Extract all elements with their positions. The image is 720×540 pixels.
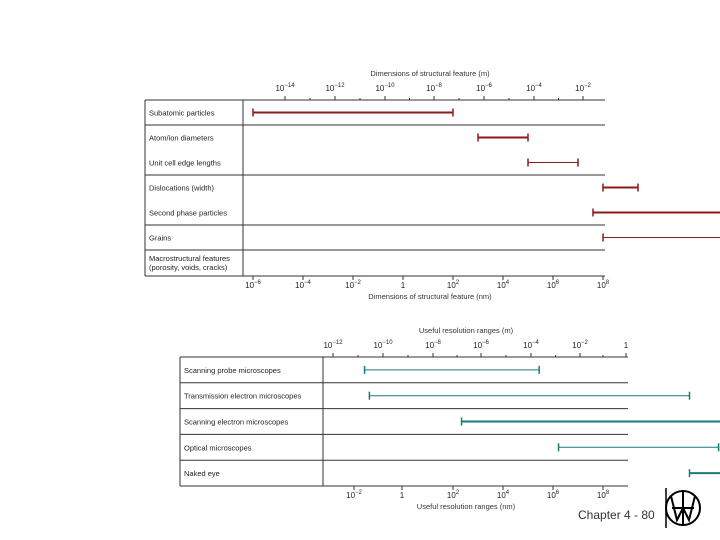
bottom-tick-label: $10^6$ — [546, 280, 560, 290]
slide-footer — [578, 508, 655, 522]
row-label: Dislocations (width) — [149, 183, 215, 193]
bottom-axis-title: Useful resolution ranges (nm) — [416, 502, 516, 511]
row-label: Scanning electron microscopes — [184, 417, 289, 427]
bottom-axis-title: Dimensions of structural feature (nm) — [368, 292, 492, 301]
row-label: Atom/ion diameters — [149, 133, 214, 143]
row-label: (porosity, voids, cracks) — [149, 263, 228, 272]
top-tick-label: $10^{-6}$ — [473, 340, 489, 350]
page-number: 80 — [641, 508, 655, 522]
publisher-logo-icon — [662, 486, 704, 530]
bottom-tick-label: $10^{-2}$ — [346, 490, 362, 500]
top-tick-label: $10^{-2}$ — [575, 83, 591, 93]
bottom-tick-label: $10^{-6}$ — [245, 280, 261, 290]
top-tick-label: $10^{-4}$ — [523, 340, 539, 350]
row-label: Second phase particles — [149, 208, 227, 218]
top-tick-label: $10^{-12}$ — [325, 83, 345, 93]
bottom-tick-label: $10^4$ — [496, 490, 510, 500]
top-tick-label: $10^{-6}$ — [476, 83, 492, 93]
top-tick-label: $10^{-10}$ — [375, 83, 395, 93]
row-label: Unit cell edge lengths — [149, 158, 221, 168]
top-tick-label: $10^{-14}$ — [275, 83, 295, 93]
bottom-tick-label: $10^2$ — [446, 280, 460, 290]
top-tick-label: $10^{-4}$ — [526, 83, 542, 93]
top-tick-label: $10^{-2}$ — [572, 340, 588, 350]
bottom-tick-label: $10^{-2}$ — [345, 280, 361, 290]
top-axis-title: Useful resolution ranges (m) — [418, 326, 514, 335]
row-label: Macrostructural features — [149, 254, 230, 263]
top-tick-label: $10^{-12}$ — [323, 340, 343, 350]
row-label: Scanning probe microscopes — [184, 365, 281, 375]
bottom-tick-label: $10^4$ — [496, 280, 510, 290]
bottom-tick-label: $10^8$ — [596, 280, 610, 290]
top-tick-label: $10^{-10}$ — [373, 340, 393, 350]
bottom-tick-label: $10^8$ — [596, 490, 610, 500]
bottom-tick-label: $10^6$ — [546, 490, 560, 500]
row-label: Subatomic particles — [149, 108, 215, 118]
top-axis-title: Dimensions of structural feature (m) — [370, 69, 490, 78]
top-tick-label: 1 — [623, 341, 629, 350]
row-label: Optical microscopes — [184, 443, 252, 453]
top-tick-label: $10^{-8}$ — [426, 83, 442, 93]
bottom-tick-label: 1 — [400, 281, 406, 290]
row-label: Naked eye — [184, 469, 220, 479]
bottom-tick-label: $10^{-4}$ — [295, 280, 311, 290]
top-tick-label: $10^{-8}$ — [425, 340, 441, 350]
row-label: Transmission electron microscopes — [184, 391, 302, 401]
bottom-tick-label: $10^2$ — [446, 490, 460, 500]
chapter-label: Chapter 4 - — [578, 508, 639, 522]
row-label: Grains — [149, 233, 172, 243]
bottom-tick-label: 1 — [399, 491, 405, 500]
